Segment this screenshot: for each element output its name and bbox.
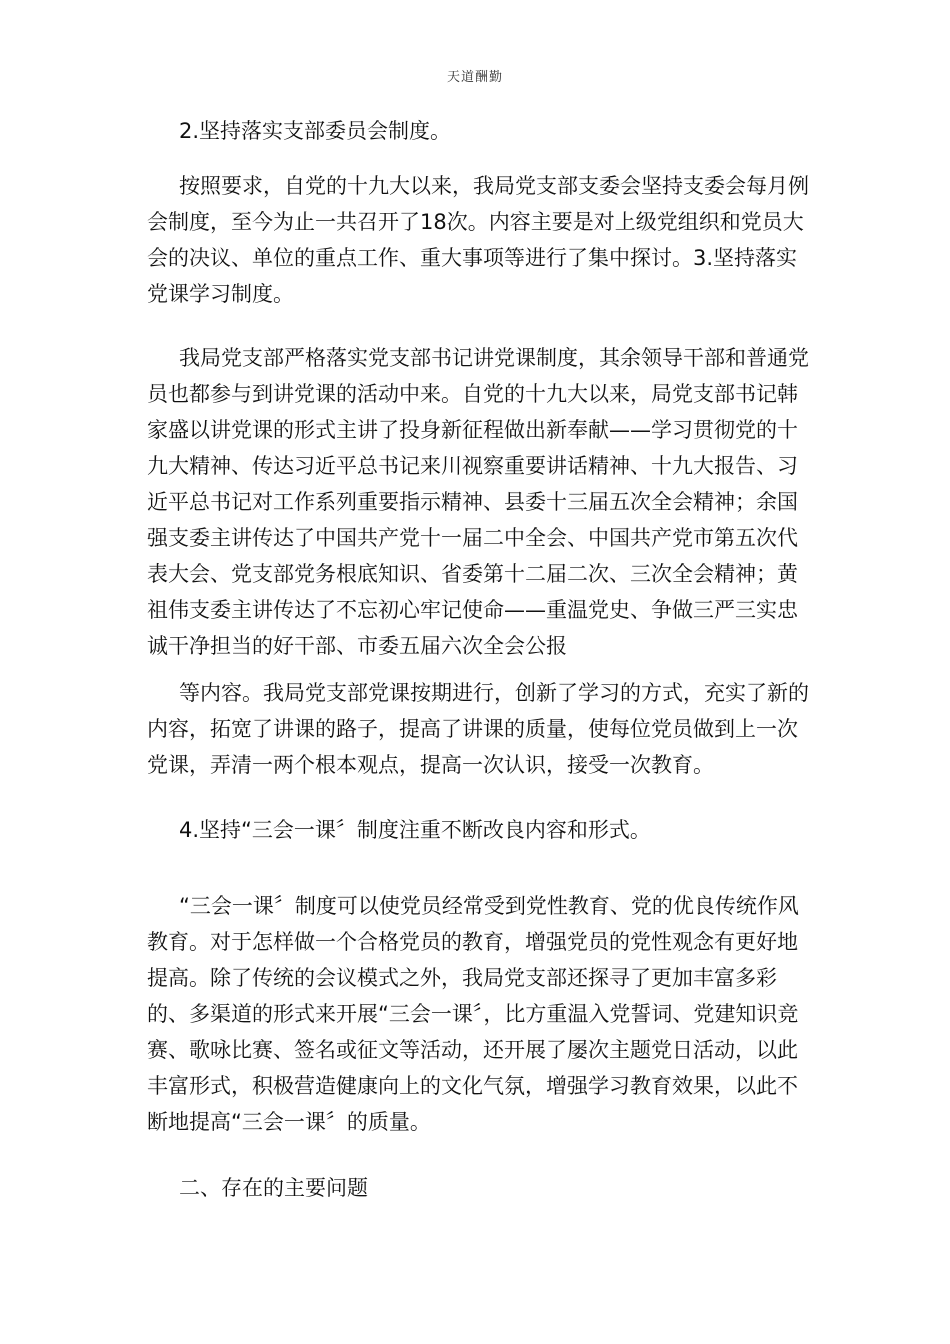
paragraph-party-lectures: 我局党支部严格落实党支部书记讲党课制度，其余领导干部和普通党员也都参与到讲党课的活动中来。自党的十九大以来，局党支部书记韩家盛以讲党课的形式主讲了投身新征程做出新奉献——学习贯彻党的十九大精神、传达习近平总书记来川视察重要讲话精神、十九大报告、习近平总书记对工作系列重要指示精神、县委十三届五次全会精神；余国强支委主讲传达了中国共产党十一届二中全会、中国共产党市第五次代表大会、党支部党务根底知识、省委第十二届二次、三次全会精神；黄祖伟支委主讲传达了不忘初心牢记使命——重温党史、争做三严三实忠诚干净担当的好干部、市委五届六次全会公报 [147,346,809,658]
paragraph-main-problems-heading: 二、存在的主要问题 [179,1176,368,1200]
paragraph-section-heading-2: 2.坚持落实支部委员会制度。 [179,119,452,143]
paragraph-lecture-results: 等内容。我局党支部党课按期进行，创新了学习的方式，充实了新的内容，拓宽了讲课的路子，提高了讲课的质量，使每位党员做到上一次党课，弄清一两个根本观点，提高一次认识，接受一次教育。 [147,681,809,777]
page-header: 天道酬勤 [446,70,503,85]
paragraph-section-heading-4: 4.坚持“三会一课〞制度注重不断改良内容和形式。 [179,818,651,842]
paragraph-committee-meetings: 按照要求，自党的十九大以来，我局党支部支委会坚持支委会每月例会制度，至今为止一共召开了18次。内容主要是对上级党组织和党员大会的决议、单位的重点工作、重大事项等进行了集中探讨。3.坚持落实党课学习制度。 [147,174,809,306]
paragraph-three-meetings-one-lesson: “三会一课〞制度可以使党员经常受到党性教育、党的优良传统作风教育。对于怎样做一个合格党员的教育，增强党员的党性观念有更好地提高。除了传统的会议模式之外，我局党支部还探寻了更加丰富多彩的、多渠道的形式来开展“三会一课〞，比方重温入党誓词、党建知识竞赛、歌咏比赛、签名或征文等活动，还开展了屡次主题党日活动，以此丰富形式，积极营造健康向上的文化气氛，增强学习教育效果，以此不断地提高“三会一课〞的质量。 [147,894,799,1134]
